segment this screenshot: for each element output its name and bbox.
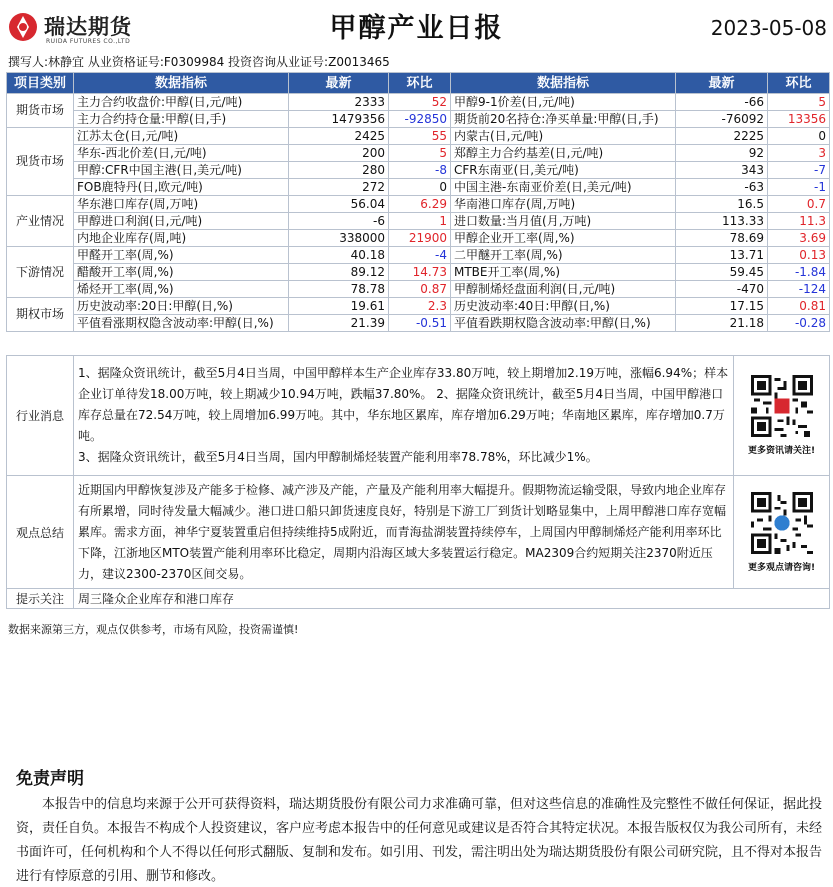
change-value-left: 5 xyxy=(389,145,451,162)
latest-value-left: 89.12 xyxy=(289,264,389,281)
latest-value-left: 19.61 xyxy=(289,298,389,315)
table-row xyxy=(7,230,830,247)
indicator-name-right: 郑醇主力合约基差(日,元/吨) xyxy=(451,145,676,162)
latest-value-left: 280 xyxy=(289,162,389,179)
latest-value-right: -63 xyxy=(676,179,768,196)
change-value-right: 0.13 xyxy=(768,247,830,264)
table-row xyxy=(7,247,830,264)
disclaimer-title: 免责声明 xyxy=(16,769,84,789)
change-value-left: -92850 xyxy=(389,111,451,128)
category-cell: 期权市场 xyxy=(7,298,74,332)
table-row xyxy=(7,315,830,332)
change-value-left: 52 xyxy=(389,94,451,111)
view-row xyxy=(7,476,830,589)
latest-value-left: 56.04 xyxy=(289,196,389,213)
indicator-name-left: 华东-西北价差(日,元/吨) xyxy=(74,145,289,162)
latest-value-left: 200 xyxy=(289,145,389,162)
change-value-right: -0.28 xyxy=(768,315,830,332)
change-value-right: -1 xyxy=(768,179,830,196)
news-qr-cell xyxy=(734,356,830,476)
indicator-name-left: 平值看涨期权隐含波动率:甲醇(日,%) xyxy=(74,315,289,332)
change-value-right: 13356 xyxy=(768,111,830,128)
change-value-left: -0.51 xyxy=(389,315,451,332)
latest-value-right: 16.5 xyxy=(676,196,768,213)
report-title: 甲醇产业日报 xyxy=(329,13,504,44)
change-value-right: -1.84 xyxy=(768,264,830,281)
table-row xyxy=(7,162,830,179)
commentary-table xyxy=(6,355,830,609)
latest-value-left: 2425 xyxy=(289,128,389,145)
view-paragraph: 近期国内甲醇恢复涉及产能多于检修、减产涉及产能，产量及产能利用率大幅提升。假期物流运输受限，导致内地企业库存有所累增，同时待发量大幅减少。港口进口船只卸货速度良好，特别是下游工厂到货计划略显集中，上周甲醇港口库存宽幅累库。需求方面，神华宁夏装置重启但持续维持5成附近，而青海盐湖装置持续停车，上周国内甲醇制烯烃产能利用率环比下降，江浙地区MTO装置产能利用率环比稳定，周期内沿海区域大多装置运行稳定。MA2309合约短期关注2370附近压力，建议2300-2370区间交易。 xyxy=(78,482,727,581)
latest-value-left: 40.18 xyxy=(289,247,389,264)
tips-category: 提示关注 xyxy=(7,589,74,609)
latest-value-left: 2333 xyxy=(289,94,389,111)
header-change-left: 环比 xyxy=(389,73,451,94)
report-date: 2023-05-08 xyxy=(710,16,827,40)
view-qr-cell xyxy=(734,476,830,589)
view-content xyxy=(74,476,734,589)
category-cell: 产业情况 xyxy=(7,196,74,247)
logo-english: RUIDA FUTURES CO.,LTD xyxy=(46,38,131,45)
news-row xyxy=(7,356,830,476)
indicator-name-right: 期货前20名持仓:净买单量:甲醇(日,手) xyxy=(451,111,676,128)
change-value-left: 2.3 xyxy=(389,298,451,315)
indicator-name-left: 甲醇进口利润(日,元/吨) xyxy=(74,213,289,230)
indicator-name-right: 甲醇制烯烃盘面利润(日,元/吨) xyxy=(451,281,676,298)
data-source-note: 数据来源第三方，观点仅供参考，市场有风险，投资需谨慎! xyxy=(8,623,299,636)
latest-value-right: 343 xyxy=(676,162,768,179)
disclaimer-body: 本报告中的信息均来源于公开可获得资料，瑞达期货股份有限公司力求准确可靠，但对这些信息的准确性及完整性不做任何保证，据此投资，责任自负。本报告不构成个人投资建议，客户应考虑本报告中的任何意见或建议是否符合其特定状况。本报告版权仅为我公司所有，未经书面许可，任何机构和个人不得以任何形式翻版、复制和发布。如引用、刊发，需注明出处为瑞达期货股份有限公司研究院，且不得对本报告进行有悖原意的引用、删节和修改。 xyxy=(16,797,823,884)
header-latest-right: 最新 xyxy=(676,73,768,94)
change-value-left: 55 xyxy=(389,128,451,145)
view-category: 观点总结 xyxy=(7,476,74,589)
indicator-name-left: 醋酸开工率(周,%) xyxy=(74,264,289,281)
category-cell: 下游情况 xyxy=(7,247,74,298)
news-paragraph-1: 1、据隆众资讯统计，截至5月4日当周，中国甲醇样本生产企业库存33.80万吨，较上期增加2.19万吨，涨幅6.94%；样本企业订单待发18.00万吨，较上期减少10.94万吨，跌幅37.80%。 2、据隆众资讯统计，截至5月4日当周，中国甲醇港口库存总量在72.54万吨，较上周增加6.99万吨。其中，华东地区累库，库存增加6.29万吨；华南地区累库，库存增加0.7万吨。 xyxy=(78,366,729,443)
author-line: 撰写人:林静宜 从业资格证号:F0309984 投资咨询从业证号:Z0013465 xyxy=(8,55,390,69)
change-value-left: 0.87 xyxy=(389,281,451,298)
view-qr-caption: 更多观点请咨询! xyxy=(747,562,816,573)
news-qr-caption: 更多资讯请关注! xyxy=(747,446,816,456)
table-header-row xyxy=(7,73,830,94)
indicator-name-left: 甲醛开工率(周,%) xyxy=(74,247,289,264)
change-value-right: -124 xyxy=(768,281,830,298)
header-change-right: 环比 xyxy=(768,73,830,94)
news-paragraph-2: 3、据隆众资讯统计，截至5月4日当周，国内甲醇制烯烃装置产能利用率78.78%，环比减少1%。 xyxy=(78,450,598,464)
indicator-name-right: 中国主港-东南亚价差(日,美元/吨) xyxy=(451,179,676,196)
latest-value-right: 78.69 xyxy=(676,230,768,247)
logo-text: 瑞达期货 xyxy=(44,15,132,39)
table-row xyxy=(7,179,830,196)
table-row xyxy=(7,94,830,111)
category-cell: 现货市场 xyxy=(7,128,74,196)
qr-code-icon xyxy=(751,492,813,554)
latest-value-right: -66 xyxy=(676,94,768,111)
indicator-name-left: 内地企业库存(周,吨) xyxy=(74,230,289,247)
news-category: 行业消息 xyxy=(7,356,74,476)
table-row xyxy=(7,213,830,230)
change-value-right: -7 xyxy=(768,162,830,179)
change-value-left: 14.73 xyxy=(389,264,451,281)
latest-value-right: 13.71 xyxy=(676,247,768,264)
change-value-left: -4 xyxy=(389,247,451,264)
table-row xyxy=(7,298,830,315)
table-row xyxy=(7,196,830,213)
header-latest-left: 最新 xyxy=(289,73,389,94)
indicator-name-right: 进口数量:当月值(月,万吨) xyxy=(451,213,676,230)
change-value-left: -8 xyxy=(389,162,451,179)
latest-value-left: -6 xyxy=(289,213,389,230)
indicator-name-left: 主力合约持仓量:甲醇(日,手) xyxy=(74,111,289,128)
category-cell: 期货市场 xyxy=(7,94,74,128)
change-value-right: 3 xyxy=(768,145,830,162)
latest-value-left: 21.39 xyxy=(289,315,389,332)
table-row xyxy=(7,281,830,298)
latest-value-right: -470 xyxy=(676,281,768,298)
table-row xyxy=(7,128,830,145)
indicator-name-left: 华东港口库存(周,万吨) xyxy=(74,196,289,213)
report-header xyxy=(0,0,833,50)
change-value-right: 3.69 xyxy=(768,230,830,247)
header-category: 项目类别 xyxy=(7,73,74,94)
indicator-name-right: CFR东南亚(日,美元/吨) xyxy=(451,162,676,179)
news-content xyxy=(74,356,734,476)
change-value-right: 5 xyxy=(768,94,830,111)
indicator-table xyxy=(6,72,830,332)
indicator-name-left: 江苏太仓(日,元/吨) xyxy=(74,128,289,145)
latest-value-right: 2225 xyxy=(676,128,768,145)
indicator-name-right: 甲醇9-1价差(日,元/吨) xyxy=(451,94,676,111)
latest-value-right: 113.33 xyxy=(676,213,768,230)
tips-content: 周三隆众企业库存和港口库存 xyxy=(74,589,830,609)
indicator-name-left: 主力合约收盘价:甲醇(日,元/吨) xyxy=(74,94,289,111)
change-value-left: 6.29 xyxy=(389,196,451,213)
change-value-right: 0.7 xyxy=(768,196,830,213)
latest-value-left: 1479356 xyxy=(289,111,389,128)
latest-value-left: 272 xyxy=(289,179,389,196)
header-indicator-left: 数据指标 xyxy=(74,73,289,94)
indicator-name-left: 历史波动率:20日:甲醇(日,%) xyxy=(74,298,289,315)
latest-value-left: 78.78 xyxy=(289,281,389,298)
qr-code-icon xyxy=(751,375,813,437)
indicator-name-right: 历史波动率:40日:甲醇(日,%) xyxy=(451,298,676,315)
indicator-name-right: MTBE开工率(周,%) xyxy=(451,264,676,281)
change-value-right: 0.81 xyxy=(768,298,830,315)
indicator-name-left: FOB鹿特丹(日,欧元/吨) xyxy=(74,179,289,196)
indicator-name-left: 甲醇:CFR中国主港(日,美元/吨) xyxy=(74,162,289,179)
indicator-name-right: 甲醇企业开工率(周,%) xyxy=(451,230,676,247)
change-value-left: 1 xyxy=(389,213,451,230)
latest-value-left: 338000 xyxy=(289,230,389,247)
latest-value-right: 59.45 xyxy=(676,264,768,281)
change-value-left: 21900 xyxy=(389,230,451,247)
change-value-left: 0 xyxy=(389,179,451,196)
tips-row xyxy=(7,589,830,609)
change-value-right: 0 xyxy=(768,128,830,145)
change-value-right: 11.3 xyxy=(768,213,830,230)
latest-value-right: 92 xyxy=(676,145,768,162)
latest-value-right: 17.15 xyxy=(676,298,768,315)
indicator-name-right: 内蒙古(日,元/吨) xyxy=(451,128,676,145)
latest-value-right: -76092 xyxy=(676,111,768,128)
table-row xyxy=(7,264,830,281)
indicator-name-right: 平值看跌期权隐含波动率:甲醇(日,%) xyxy=(451,315,676,332)
indicator-name-right: 二甲醚开工率(周,%) xyxy=(451,247,676,264)
indicator-name-left: 烯烃开工率(周,%) xyxy=(74,281,289,298)
latest-value-right: 21.18 xyxy=(676,315,768,332)
header-indicator-right: 数据指标 xyxy=(451,73,676,94)
table-row xyxy=(7,111,830,128)
table-row xyxy=(7,145,830,162)
indicator-name-right: 华南港口库存(周,万吨) xyxy=(451,196,676,213)
